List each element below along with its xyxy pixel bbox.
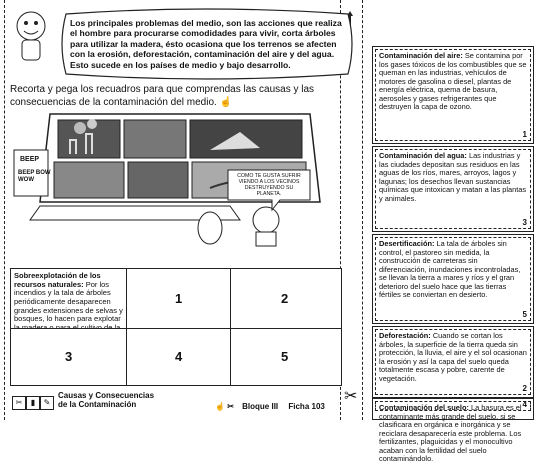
footer-title-line-2: de la Contaminación: [58, 399, 137, 409]
clock-label: BEEP BOW WOW: [18, 170, 51, 183]
card-number: 3: [522, 217, 527, 227]
grid-cell-number: 2: [281, 291, 289, 306]
card-number: 5: [522, 309, 527, 319]
card-desertification[interactable]: [372, 234, 534, 324]
grid-cell-number: 4: [175, 349, 183, 364]
card-number: 2: [522, 383, 527, 393]
card-body: Se contamina por los gases tóxicos de los combustibles que se queman en las industrias, vehículos de motores de gasolina o diesel, plantas de energía eléctrica, quema de basura, aerosoles y gases refrigerantes que destruyen la capa de ozono.: [379, 51, 527, 112]
card-title: Contaminación del aire:: [379, 51, 463, 60]
grid-cell-body: Por los incendios y la tala de árboles periódicamente desaparecen grandes extensiones de selvas y bosques, lo hacen para explotar: [14, 279, 123, 324]
left-cut-line: [4, 0, 5, 420]
right-cut-line: [362, 0, 363, 420]
pointing-hand-icon: ☝: [219, 96, 233, 108]
grid-cell-3[interactable]: [10, 328, 128, 386]
card-title: Contaminación del suelo:: [379, 403, 469, 412]
card-number: 1: [522, 129, 527, 139]
footer-title-line-1: Causas y Consecuencias: [58, 391, 155, 400]
instruction-text: [10, 84, 340, 109]
intro-text: Los principales problemas del medio, son las acciones que realiza el hombre para procurarse comodidades para vivir, corta árboles para utilizar la madera, ésto ocasiona que los terrenos se afecten con la erosión, deforestación, contaminación del aire y del agua. Esto sucede en los países de medio y bajo desarrollo.: [70, 18, 342, 70]
card-number: 4: [522, 399, 527, 409]
card-title: Deforestación:: [379, 331, 431, 340]
grid-cell-5[interactable]: [230, 328, 342, 386]
grid-cell-number: 1: [175, 291, 183, 306]
glue-icon: ▮: [26, 396, 40, 410]
cartoon-character-icon: [6, 6, 56, 66]
grid-cell-number: 3: [65, 349, 73, 364]
scissors-icon: ✂: [344, 388, 358, 405]
card-deforestation[interactable]: [372, 326, 534, 398]
card-soil-pollution[interactable]: [372, 398, 534, 464]
grid-cell-title: Sobreexplotación de los recursos naturales:: [14, 271, 101, 289]
scissors-icon: ✂: [12, 396, 26, 410]
grid-cell-number: 5: [281, 349, 289, 364]
card-air-pollution[interactable]: [372, 46, 534, 144]
grid-cell-4[interactable]: [126, 328, 232, 386]
card-title: Contaminación del agua:: [379, 151, 467, 160]
illustration-speech-text: COMO TE GUSTA SUFRIR VIENDO A LOS VECINOS DESTRUYENDO SU PLANETA.: [237, 173, 301, 197]
pencil-icon: ✎: [40, 396, 54, 410]
block-label: Bloque III: [242, 402, 279, 411]
pointing-hand-icon: ☝: [215, 402, 225, 411]
grid-cell-text: [10, 268, 128, 330]
instruction-label: Recorta y pega los recuadros para que comprendas las causas y las consecuencias de la contaminación del medio.: [10, 84, 315, 108]
card-title: Desertificación:: [379, 239, 435, 248]
beep-label: BEEP: [20, 156, 40, 163]
footer-title: [58, 392, 198, 410]
card-body: Cuando se cortan los árboles, la superficie de la tierra queda sin protección, la lluvia, el aire y el sol ocasionan la erosión y así la capa del suelo queda totalmente escasa y pobre, carente de vegetación.: [379, 331, 527, 383]
grid-cell-1[interactable]: [126, 268, 232, 330]
page-label: Ficha 103: [288, 402, 325, 411]
card-body: Las industrias y las ciudades depositan sus residuos en las aguas de los ríos, mares, arroyos, lagos y lagunas; los desechos llevan sustancias químicas que intoxican y matan a las plantas y animales.: [379, 151, 527, 203]
grid-cell-2[interactable]: [230, 268, 342, 330]
card-water-pollution[interactable]: [372, 146, 534, 232]
footer-right: [215, 402, 325, 411]
card-body: La basura es el contaminante más grande del suelo, si se clasificara en orgánica e inorgánica y se reciclara desaparecería este problema. Los fertilizantes, plaguicidas y el monocultivo acaban con la fertilidad del suelo contaminándolo.: [379, 403, 522, 464]
scissors-icon: ✂: [227, 402, 234, 411]
card-body: La tala de árboles sin control, el pastoreo sin medida, la construcción de carreteras sin diferenciación, inundaciones incontroladas, se llevan la tierra a mares y ríos y el gran deterioro del suelo hace que las tierras fértiles se conviertan en desierto.: [379, 239, 521, 300]
